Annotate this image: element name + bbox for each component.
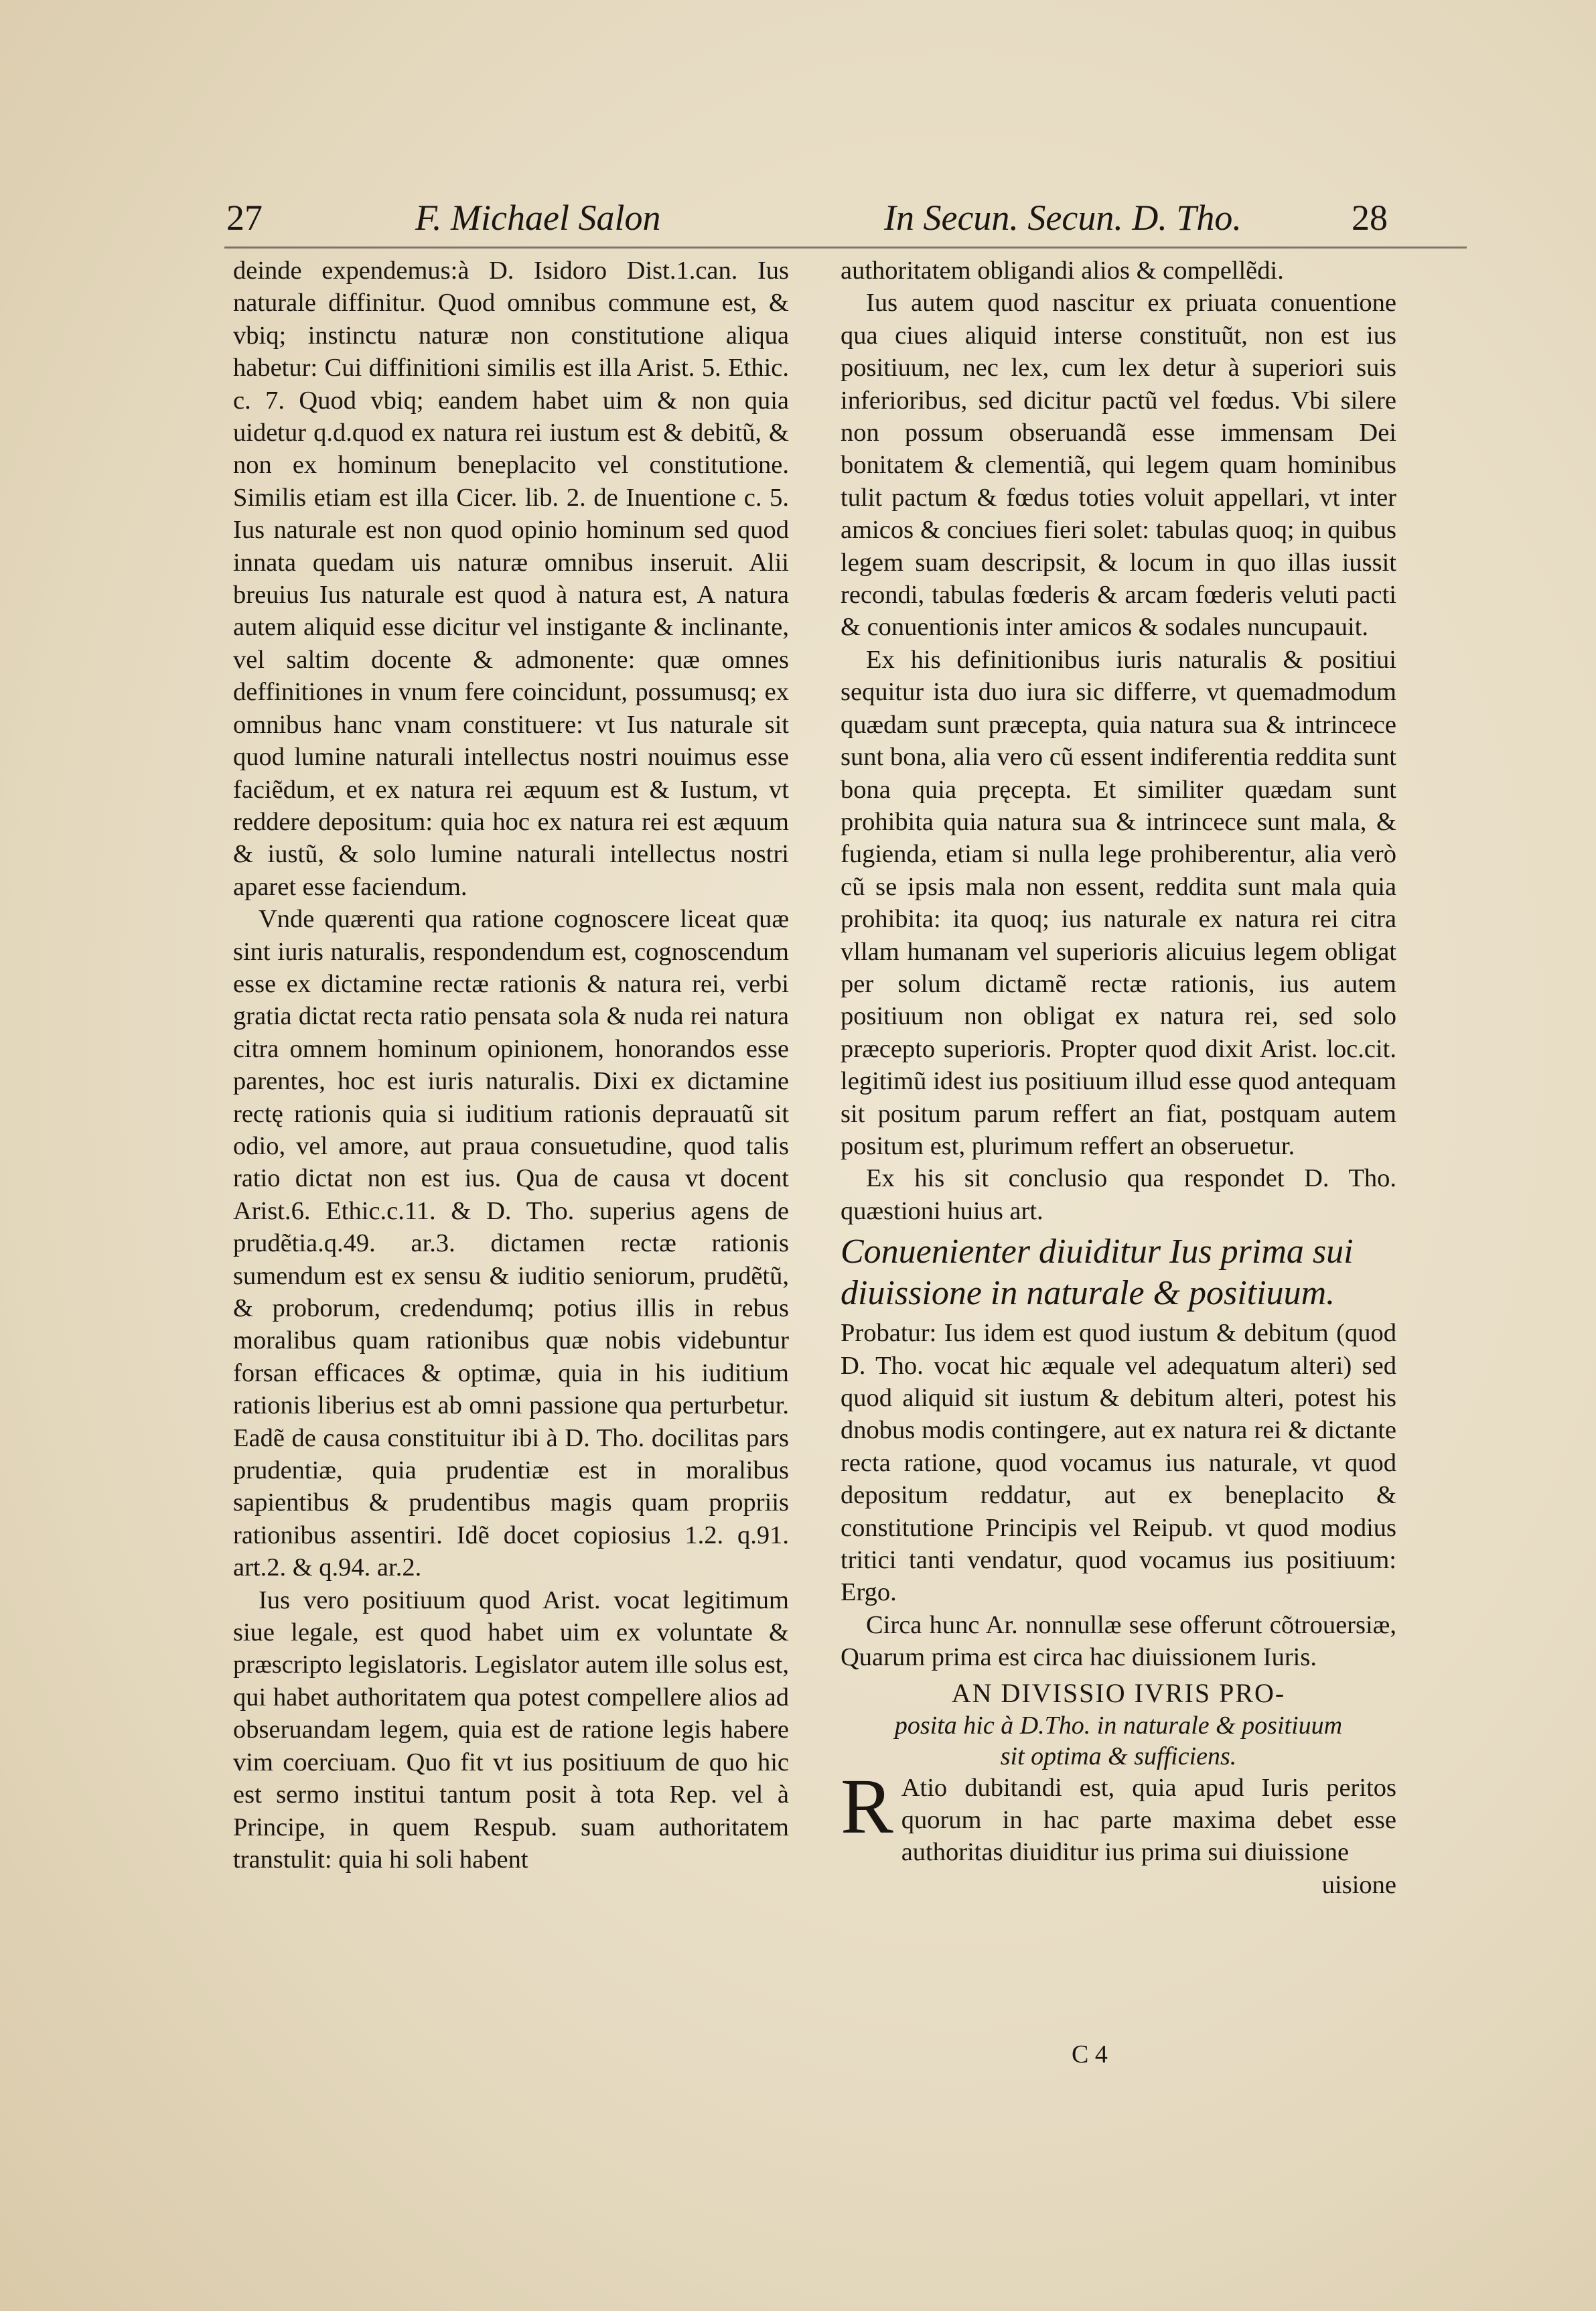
question-subheading-2: sit optima & sufficiens. — [1000, 1742, 1237, 1770]
right-paragraph-2: Ius autem quod nascitur ex priuata conuentione qua ciues aliquid interse constituũt, non est ius positiuum, nec lex, cum lex detur à superiori suis inferioribus, sed dicitur pactũ vel fœdus. Vbi silere non possum obseruandã esse immensam Dei bonitatem & clementiã, qui legem quam hominibus tulit pactum & fœdus toties voluit appellari, vt inter amicos & conciues fieri solet: tabulas quoq; in quibus legem suam descripsit, & locum in quo illas iussit recondi, tabulas fœderis & arcam fœderis veluti pacti & conuentionis inter amicos & sodales nuncupauit. — [841, 289, 1396, 642]
conclusion-heading: Conuenienter diuiditur Ius prima sui diuissione in naturale & positiuum. — [841, 1233, 1354, 1313]
header-rule — [224, 247, 1467, 249]
right-running-title: In Secun. Secun. D. Tho. — [884, 198, 1242, 238]
right-column — [841, 255, 1396, 1901]
catchword: uisione — [1321, 1870, 1396, 1899]
drop-cap: R — [841, 1762, 893, 1850]
question-subheading-1: posita hic à D.Tho. in naturale & positiuum — [894, 1711, 1343, 1740]
question-heading: AN DIVISSIO IVRIS PRO- — [951, 1677, 1286, 1708]
right-paragraph-7: Atio dubitandi est, quia apud Iuris peritos quorum in hac parte maxima debet esse authoritas diuiditur ius prima sui diuissione — [901, 1773, 1396, 1867]
left-running-title: F. Michael Salon — [415, 198, 661, 238]
left-paragraph-1: deinde expendemus:à D. Isidoro Dist.1.can. Ius naturale diffinitur. Quod omnibus commune est, & vbiq; instinctu naturæ non constitutione aliqua habetur: Cui diffinitioni similis est illa Arist. 5. Ethic. c. 7. Quod vbiq; eandem habet uim & non quia uidetur q.d.quod ex natura rei iustum est & debitũ, & non ex hominum beneplacito vel constitutione. Similis etiam est illa Cicer. lib. 2. de Inuentione c. 5. Ius naturale est non quod opinio hominum sed quod innata quedam uis naturæ omnibus inseruit. Alii breuius Ius naturale est quod à natura est, A natura autem aliquid esse dicitur vel instigante & inclinante, vel saltim docente & admonente: quæ omnes deffinitiones in vnum fere coincidunt, possumusq; ex omnibus hanc vnam constituere: vt Ius naturale sit quod lumine naturali intellectus nostri nouimus esse faciẽdum, et ex natura rei æquum est & Iustum, vt reddere depositum: quia hoc ex natura rei est æquum & iustũ, & solo lumine naturali intellectus nostri aparet esse faciendum. — [233, 257, 789, 901]
left-column — [233, 255, 789, 1876]
running-header — [0, 191, 1596, 244]
left-paragraph-3: Ius vero positiuum quod Arist. vocat legitimum siue legale, est quod habet uim ex voluntate & præscripto legislatoris. Legislator autem ille solus est, qui habet authoritatem qua potest compellere alios ad obseruandam legem, quia est de ratione legis habere vim coerciuam. Quo fit vt ius positiuum de quo hic est sermo institui tantum posit à tota Rep. vel à Principe, in quem Respub. suam authoritatem transtulit: quia hi soli habent — [233, 1586, 789, 1874]
right-paragraph-3: Ex his definitionibus iuris naturalis & positiui sequitur ista duo iura sic differre, vt quemadmodum quædam sunt præcepta, quia natura sua & intrincece sunt bona, alia vero cũ essent indiferentia reddita sunt bona quia pręcepta. Et similiter quædam sunt prohibita quia natura sua & intrincece sunt mala, & fugienda, etiam si nulla lege prohiberentur, alia verò cũ se ipsis mala non essent, reddita sunt mala quia prohibita: ita quoq; ius naturale ex natura rei citra vllam humanam vel superioris alicuius legem obligat per solum dictamẽ rectæ rationis, ius autem positiuum non obligat ex natura rei, sed solo præcepto superioris. Propter quod dixit Arist. loc.cit. legitimũ idest ius positiuum illud esse quod antequam sit positum parum reffert an fiat, postquam autem positum est, plurimum reffert an obseruetur. — [841, 645, 1396, 1160]
final-paragraph-block — [841, 1762, 1396, 1902]
left-paragraph-2: Vnde quærenti qua ratione cognoscere liceat quæ sint iuris naturalis, respondendum est, cognoscendum esse ex dictamine rectæ rationis & natura rei, verbi gratia dictat recta ratio pensata sola & nuda rei natura citra omnem hominum opinionem, honorandos esse parentes, hoc est iuris naturalis. Dixi ex dictamine rectę rationis quia si iuditium rationis deprauatũ sit odio, vel amore, aut praua consuetudine, quod talis ratio dictat non est ius. Qua de causa vt docent Arist.6. Ethic.c.11. & D. Tho. superius agens de prudẽtia.q.49. ar.3. dictamen rectæ rationis sumendum est ex sensu & iuditio seniorum, prudẽtũ, & proborum, credendumq; potius illis in rebus moralibus quam rationibus quæ nobis videbuntur forsan efficaces & optimæ, quia in his iuditium rationis liberius est ab omni passione qua perturbetur. Eadẽ de causa constituitur ibi à D. Tho. docilitas pars prudentiæ, quia prudentiæ est in moralibus sapientibus & prudentibus magis quam propriis rationibus assentiri. Idẽ docet copiosius 1.2. q.91. art.2. & q.94. ar.2. — [233, 905, 789, 1582]
right-page-number: 28 — [1352, 198, 1388, 238]
right-paragraph-6: Circa hunc Ar. nonnullæ sese offerunt cõtrouersiæ, Quarum prima est circa hac diuissionem Iuris. — [841, 1610, 1396, 1672]
right-paragraph-5: Probatur: Ius idem est quod iustum & debitum (quod D. Tho. vocat hic æquale vel adequatum alteri) sed quod aliquid sit iustum & debitum alteri, potest his dnobus modis contingere, aut ex natura rei & dictante recta ratione, quod vocamus ius naturale, vt quod depositum reddatur, aut ex beneplacito & constitutione Principis vel Reipub. vt quod modius tritici tanti vendatur, quod vocamus ius positiuum: Ergo. — [841, 1319, 1396, 1607]
right-paragraph-1: authoritatem obligandi alios & compellẽdi. — [841, 257, 1284, 285]
right-paragraph-4: Ex his sit conclusio qua respondet D. Tho. quæstioni huius art. — [841, 1164, 1396, 1225]
signature-mark: C 4 — [1072, 2040, 1108, 2069]
left-page-number: 27 — [226, 198, 263, 238]
